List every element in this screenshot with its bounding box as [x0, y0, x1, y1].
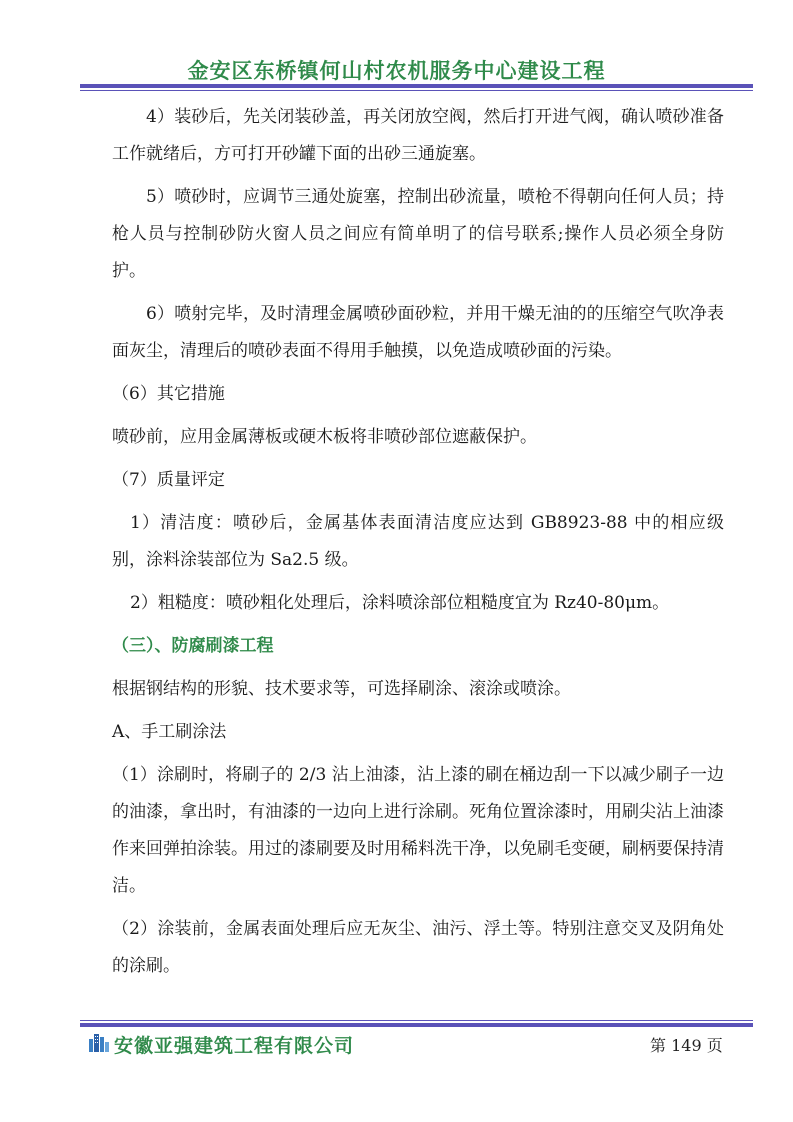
footer-company-name: 安徽亚强建筑工程有限公司 — [114, 1035, 355, 1057]
footer-rule-thick — [80, 1023, 753, 1027]
page-header-title: 金安区东桥镇何山村农机服务中心建设工程 — [187, 59, 606, 83]
paragraph-step-5: 5）喷砂时，应调节三通处旋塞，控制出砂流量，喷枪不得朝向任何人员；持枪人员与控制砂防火窗人员之间应有简单明了的信号联系;操作人员必须全身防护。 — [112, 187, 724, 281]
document-body — [112, 99, 724, 991]
footer-rule-thin — [80, 1020, 753, 1021]
subheading-other-measures: （6）其它措施 — [112, 384, 225, 404]
header-rule-thick — [80, 84, 753, 88]
paragraph-brush-1: （1）涂刷时，将刷子的 2/3 沾上油漆，沾上漆的刷在桶边刮一下以减少刷子一边的油漆，拿出时，有油漆的一边向上进行涂刷。死角位置涂漆时，用刷尖沾上油漆作来回弹拍涂装。用过的漆刷要及时用稀料洗干净，以免刷毛变硬，刷柄要保持清洁。 — [112, 765, 724, 896]
header-rule-thin — [80, 90, 753, 91]
paragraph-cleanliness: 1）清洁度：喷砂后，金属基体表面清洁度应达到 GB8923-88 中的相应级别，涂料涂装部位为 Sa2.5 级。 — [112, 513, 724, 570]
footer-page-number: 第 149 页 — [650, 1036, 723, 1055]
paragraph-step-6: 6）喷射完毕，及时清理金属喷砂面砂粒，并用干燥无油的的压缩空气吹净表面灰尘，清理后的喷砂表面不得用手触摸，以免造成喷砂面的污染。 — [112, 304, 724, 361]
building-logo-icon — [88, 1031, 110, 1053]
paragraph-methods: 根据钢结构的形貌、技术要求等，可选择刷涂、滚涂或喷涂。 — [112, 679, 571, 699]
paragraph-brush-2: （2）涂装前，金属表面处理后应无灰尘、油污、浮土等。特别注意交叉及阴角处的涂刷。 — [112, 919, 724, 976]
subheading-manual-brush: A、手工刷涂法 — [112, 722, 227, 742]
paragraph-roughness: 2）粗糙度：喷砂粗化处理后，涂料喷涂部位粗糙度宜为 Rz40-80μm。 — [130, 593, 670, 613]
paragraph-masking: 喷砂前，应用金属薄板或硬木板将非喷砂部位遮蔽保护。 — [112, 427, 537, 447]
subheading-quality: （7）质量评定 — [112, 470, 225, 490]
paragraph-step-4: 4）装砂后，先关闭装砂盖，再关闭放空阀，然后打开进气阀，确认喷砂准备工作就绪后，方可打开砂罐下面的出砂三通旋塞。 — [112, 107, 724, 164]
section-heading-painting: （三）、防腐刷漆工程 — [112, 636, 274, 656]
